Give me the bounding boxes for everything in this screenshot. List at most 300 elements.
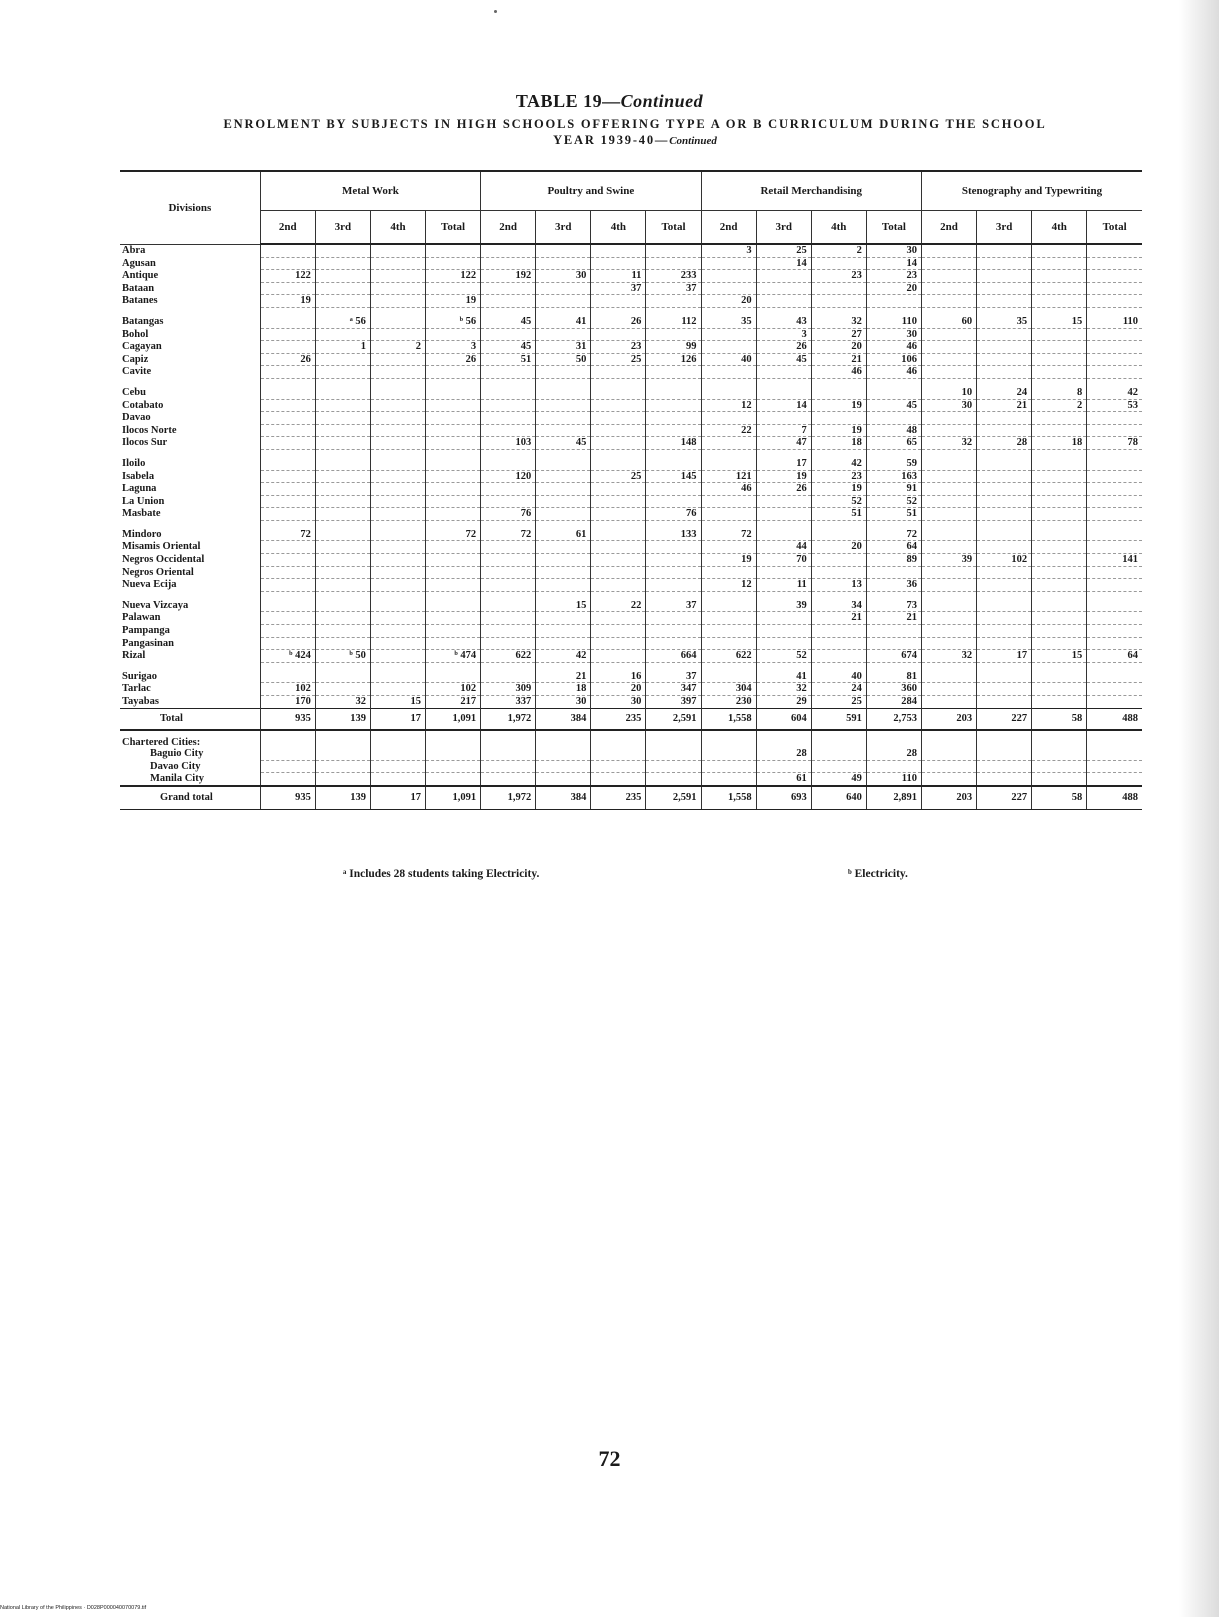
value-cell <box>1032 341 1087 354</box>
value-cell <box>646 387 701 399</box>
value-cell: 12 <box>701 579 756 592</box>
value-cell <box>370 529 425 541</box>
value-cell <box>977 683 1032 696</box>
spacer-cell <box>1087 591 1142 600</box>
value-cell: 15 <box>1032 316 1087 328</box>
value-cell <box>701 600 756 612</box>
value-cell <box>315 458 370 470</box>
value-cell: 233 <box>646 270 701 283</box>
spacer-cell <box>701 307 756 316</box>
value-cell <box>260 412 315 425</box>
table-body <box>120 244 1142 809</box>
value-cell <box>315 387 370 399</box>
value-cell <box>481 612 536 625</box>
value-cell: 50 <box>536 353 591 366</box>
value-cell <box>370 399 425 412</box>
value-cell <box>646 295 701 308</box>
value-cell <box>646 257 701 270</box>
value-cell <box>1087 366 1142 379</box>
value-cell <box>260 612 315 625</box>
value-cell <box>260 244 315 257</box>
value-cell <box>260 625 315 638</box>
value-cell <box>536 483 591 496</box>
spacer-row <box>120 662 1142 671</box>
value-cell <box>481 387 536 399</box>
value-cell: 30 <box>921 399 976 412</box>
value-cell <box>701 671 756 683</box>
value-cell <box>315 760 370 773</box>
value-cell: 44 <box>756 541 811 554</box>
value-cell: 235 <box>591 786 646 810</box>
value-cell <box>701 257 756 270</box>
value-cell: ᵇ 56 <box>426 316 481 328</box>
division-row <box>120 341 1142 354</box>
value-cell <box>370 671 425 683</box>
value-cell <box>977 282 1032 295</box>
division-row <box>120 683 1142 696</box>
division-name: Mindoro <box>122 529 162 541</box>
value-cell <box>1087 328 1142 341</box>
value-cell: 52 <box>811 495 866 508</box>
value-cell: 20 <box>866 282 921 295</box>
value-cell <box>481 495 536 508</box>
value-cell: 2,753 <box>866 708 921 730</box>
value-cell: 11 <box>591 270 646 283</box>
value-cell <box>370 244 425 257</box>
value-cell: 17 <box>370 786 425 810</box>
value-cell <box>370 637 425 650</box>
value-cell <box>646 541 701 554</box>
spacer-cell <box>536 662 591 671</box>
value-cell <box>260 566 315 579</box>
value-cell <box>701 282 756 295</box>
value-cell <box>260 773 315 786</box>
spacer-cell <box>426 307 481 316</box>
value-cell: 14 <box>756 257 811 270</box>
value-cell <box>426 437 481 450</box>
subheader-cell: 2nd <box>701 211 756 245</box>
value-cell <box>1032 244 1087 257</box>
value-cell <box>370 683 425 696</box>
value-cell <box>260 671 315 683</box>
value-cell: 42 <box>536 650 591 663</box>
value-cell <box>315 541 370 554</box>
spacer-cell <box>481 662 536 671</box>
subtitle-line2 <box>170 132 1100 149</box>
value-cell <box>315 295 370 308</box>
value-cell <box>426 541 481 554</box>
spacer-cell <box>756 662 811 671</box>
value-cell <box>1032 328 1087 341</box>
division-row <box>120 437 1142 450</box>
value-cell: 622 <box>701 650 756 663</box>
value-cell <box>370 579 425 592</box>
value-cell <box>1032 529 1087 541</box>
spacer-cell <box>811 662 866 671</box>
value-cell <box>260 637 315 650</box>
value-cell: 25 <box>591 470 646 483</box>
division-name: Rizal <box>122 650 146 662</box>
division-row <box>120 612 1142 625</box>
value-cell <box>756 366 811 379</box>
value-cell <box>260 508 315 521</box>
value-cell: 2 <box>1032 399 1087 412</box>
division-name: Nueva Ecija <box>122 579 177 591</box>
value-cell <box>1032 483 1087 496</box>
spacer-cell <box>426 591 481 600</box>
blank-cell <box>977 730 1032 749</box>
value-cell <box>921 600 976 612</box>
value-cell: 30 <box>591 696 646 709</box>
value-cell: 14 <box>756 399 811 412</box>
value-cell <box>811 282 866 295</box>
value-cell <box>591 637 646 650</box>
value-cell <box>481 458 536 470</box>
value-cell: 19 <box>426 295 481 308</box>
value-cell <box>1032 554 1087 567</box>
blank-cell <box>866 730 921 749</box>
value-cell: 1,972 <box>481 708 536 730</box>
value-cell <box>701 625 756 638</box>
value-cell: 61 <box>756 773 811 786</box>
value-cell <box>977 295 1032 308</box>
value-cell <box>1032 696 1087 709</box>
value-cell <box>921 683 976 696</box>
value-cell: 3 <box>701 244 756 257</box>
value-cell: 45 <box>481 341 536 354</box>
division-name: Cagayan <box>122 341 162 353</box>
division-row <box>120 637 1142 650</box>
value-cell <box>756 625 811 638</box>
value-cell <box>315 399 370 412</box>
value-cell <box>646 579 701 592</box>
spacer-cell <box>646 307 701 316</box>
value-cell <box>1087 696 1142 709</box>
spacer-cell <box>1032 449 1087 458</box>
value-cell <box>315 470 370 483</box>
division-row <box>120 458 1142 470</box>
value-cell: 1,091 <box>426 786 481 810</box>
value-cell <box>370 495 425 508</box>
division-row <box>120 295 1142 308</box>
value-cell <box>977 458 1032 470</box>
division-name: Palawan <box>122 612 161 624</box>
spacer-cell <box>756 307 811 316</box>
division-name: Batanes <box>122 295 158 307</box>
spacer-cell <box>260 520 315 529</box>
value-cell <box>315 529 370 541</box>
spacer-cell <box>120 591 260 600</box>
value-cell <box>481 295 536 308</box>
value-cell: 1,091 <box>426 708 481 730</box>
total-row <box>120 708 1142 730</box>
value-cell <box>701 328 756 341</box>
value-cell <box>701 748 756 760</box>
division-row <box>120 257 1142 270</box>
value-cell <box>977 353 1032 366</box>
value-cell <box>591 554 646 567</box>
group-header: Poultry and Swine <box>481 171 701 211</box>
value-cell <box>701 270 756 283</box>
division-name: Masbate <box>122 508 161 520</box>
value-cell <box>370 600 425 612</box>
value-cell: 19 <box>701 554 756 567</box>
value-cell: 42 <box>1087 387 1142 399</box>
value-cell: 110 <box>1087 316 1142 328</box>
value-cell <box>370 282 425 295</box>
value-cell <box>921 625 976 638</box>
value-cell <box>1087 470 1142 483</box>
division-name: Pangasinan <box>122 637 174 649</box>
value-cell <box>811 387 866 399</box>
spacer-cell <box>977 378 1032 387</box>
value-cell <box>426 387 481 399</box>
value-cell: 309 <box>481 683 536 696</box>
value-cell <box>591 387 646 399</box>
spacer-cell <box>120 662 260 671</box>
value-cell <box>646 483 701 496</box>
spacer-cell <box>120 449 260 458</box>
value-cell <box>1087 566 1142 579</box>
blank-cell <box>921 730 976 749</box>
blank-cell <box>701 730 756 749</box>
value-cell: 15 <box>536 600 591 612</box>
value-cell <box>536 748 591 760</box>
value-cell: 32 <box>921 437 976 450</box>
division-name: Cebu <box>122 387 146 399</box>
value-cell: 693 <box>756 786 811 810</box>
value-cell <box>426 244 481 257</box>
value-cell: 1,972 <box>481 786 536 810</box>
value-cell: 23 <box>811 470 866 483</box>
value-cell <box>1087 424 1142 437</box>
value-cell <box>977 625 1032 638</box>
division-name: Pampanga <box>122 625 170 637</box>
value-cell <box>426 483 481 496</box>
spacer-cell <box>921 378 976 387</box>
value-cell <box>370 566 425 579</box>
value-cell: 192 <box>481 270 536 283</box>
value-cell: 133 <box>646 529 701 541</box>
value-cell <box>260 387 315 399</box>
spacer-cell <box>120 378 260 387</box>
value-cell: 103 <box>481 437 536 450</box>
value-cell <box>481 366 536 379</box>
value-cell <box>370 458 425 470</box>
value-cell <box>1032 671 1087 683</box>
division-row <box>120 600 1142 612</box>
value-cell <box>756 387 811 399</box>
value-cell <box>646 366 701 379</box>
value-cell: 78 <box>1087 437 1142 450</box>
value-cell: ᵇ 50 <box>315 650 370 663</box>
value-cell: 21 <box>866 612 921 625</box>
division-row <box>120 412 1142 425</box>
value-cell <box>426 612 481 625</box>
value-cell: 2 <box>370 341 425 354</box>
value-cell: 29 <box>756 696 811 709</box>
value-cell <box>481 773 536 786</box>
value-cell <box>756 412 811 425</box>
value-cell <box>370 387 425 399</box>
value-cell <box>426 412 481 425</box>
spacer-cell <box>921 307 976 316</box>
value-cell <box>646 399 701 412</box>
value-cell <box>481 399 536 412</box>
spacer-cell <box>977 662 1032 671</box>
value-cell: 17 <box>370 708 425 730</box>
value-cell <box>756 566 811 579</box>
value-cell: 43 <box>756 316 811 328</box>
value-cell <box>921 508 976 521</box>
value-cell: 28 <box>866 748 921 760</box>
value-cell <box>1087 671 1142 683</box>
value-cell: 126 <box>646 353 701 366</box>
value-cell <box>260 282 315 295</box>
value-cell <box>370 353 425 366</box>
value-cell <box>1032 282 1087 295</box>
value-cell <box>260 600 315 612</box>
blank-cell <box>315 730 370 749</box>
value-cell <box>1032 773 1087 786</box>
value-cell: 935 <box>260 786 315 810</box>
value-cell <box>701 341 756 354</box>
spacer-cell <box>370 591 425 600</box>
value-cell: 145 <box>646 470 701 483</box>
value-cell: 347 <box>646 683 701 696</box>
value-cell: 10 <box>921 387 976 399</box>
value-cell: 40 <box>811 671 866 683</box>
value-cell <box>591 748 646 760</box>
value-cell <box>921 637 976 650</box>
value-cell: 26 <box>756 483 811 496</box>
value-cell: 60 <box>921 316 976 328</box>
value-cell <box>921 760 976 773</box>
value-cell: 32 <box>921 650 976 663</box>
division-row <box>120 529 1142 541</box>
value-cell <box>921 412 976 425</box>
value-cell: 20 <box>811 541 866 554</box>
value-cell <box>260 399 315 412</box>
value-cell: 64 <box>866 541 921 554</box>
value-cell: 106 <box>866 353 921 366</box>
value-cell: 40 <box>701 353 756 366</box>
spacer-cell <box>756 591 811 600</box>
subheader-cell: Total <box>1087 211 1142 245</box>
value-cell <box>370 470 425 483</box>
value-cell <box>921 579 976 592</box>
value-cell: 45 <box>756 353 811 366</box>
value-cell <box>1087 508 1142 521</box>
division-name: Negros Oriental <box>122 566 194 578</box>
value-cell: 122 <box>426 270 481 283</box>
value-cell <box>977 696 1032 709</box>
value-cell <box>756 495 811 508</box>
value-cell <box>260 257 315 270</box>
value-cell: 45 <box>481 316 536 328</box>
value-cell <box>591 541 646 554</box>
value-cell: 34 <box>811 600 866 612</box>
value-cell: 21 <box>536 671 591 683</box>
value-cell <box>426 760 481 773</box>
value-cell: 20 <box>701 295 756 308</box>
value-cell <box>426 579 481 592</box>
value-cell <box>536 612 591 625</box>
spacer-cell <box>866 591 921 600</box>
spacer-cell <box>921 449 976 458</box>
value-cell <box>977 773 1032 786</box>
spacer-row <box>120 591 1142 600</box>
page-edge-shadow <box>1179 0 1219 1617</box>
division-name: Ilocos Norte <box>122 424 177 436</box>
value-cell: 47 <box>756 437 811 450</box>
value-cell: 360 <box>866 683 921 696</box>
division-name: Iloilo <box>122 458 146 470</box>
value-cell <box>646 328 701 341</box>
value-cell <box>591 412 646 425</box>
value-cell <box>315 612 370 625</box>
value-cell: 23 <box>591 341 646 354</box>
value-cell <box>977 244 1032 257</box>
value-cell <box>646 773 701 786</box>
subheader-cell: Total <box>426 211 481 245</box>
value-cell <box>315 683 370 696</box>
value-cell: 17 <box>977 650 1032 663</box>
value-cell: 39 <box>921 554 976 567</box>
value-cell <box>536 399 591 412</box>
subheader-cell: 4th <box>1032 211 1087 245</box>
value-cell: 1,558 <box>701 786 756 810</box>
value-cell: 52 <box>756 650 811 663</box>
value-cell <box>921 282 976 295</box>
spacer-cell <box>370 307 425 316</box>
value-cell <box>370 508 425 521</box>
value-cell <box>646 612 701 625</box>
value-cell <box>977 470 1032 483</box>
value-cell <box>315 353 370 366</box>
value-cell <box>646 554 701 567</box>
value-cell: 11 <box>756 579 811 592</box>
scan-credit: National Library of the Philippines · D028P000040070079.tif <box>0 1605 147 1611</box>
value-cell: 3 <box>756 328 811 341</box>
spacer-cell <box>536 378 591 387</box>
value-cell <box>701 458 756 470</box>
value-cell <box>977 366 1032 379</box>
group-header-row <box>120 171 1142 211</box>
division-name: Baguio City <box>150 748 204 760</box>
value-cell: 76 <box>646 508 701 521</box>
value-cell: 72 <box>260 529 315 541</box>
value-cell <box>921 612 976 625</box>
value-cell <box>866 295 921 308</box>
value-cell: 46 <box>811 366 866 379</box>
value-cell: ᵇ 474 <box>426 650 481 663</box>
spacer-cell <box>370 520 425 529</box>
value-cell <box>591 399 646 412</box>
division-row <box>120 399 1142 412</box>
spacer-row <box>120 378 1142 387</box>
spacer-cell <box>811 307 866 316</box>
value-cell <box>481 282 536 295</box>
spacer-cell <box>866 449 921 458</box>
blank-cell <box>536 730 591 749</box>
value-cell: 72 <box>866 529 921 541</box>
value-cell: 19 <box>756 470 811 483</box>
spacer-cell <box>370 378 425 387</box>
value-cell: 2,591 <box>646 786 701 810</box>
value-cell <box>315 328 370 341</box>
division-row <box>120 328 1142 341</box>
